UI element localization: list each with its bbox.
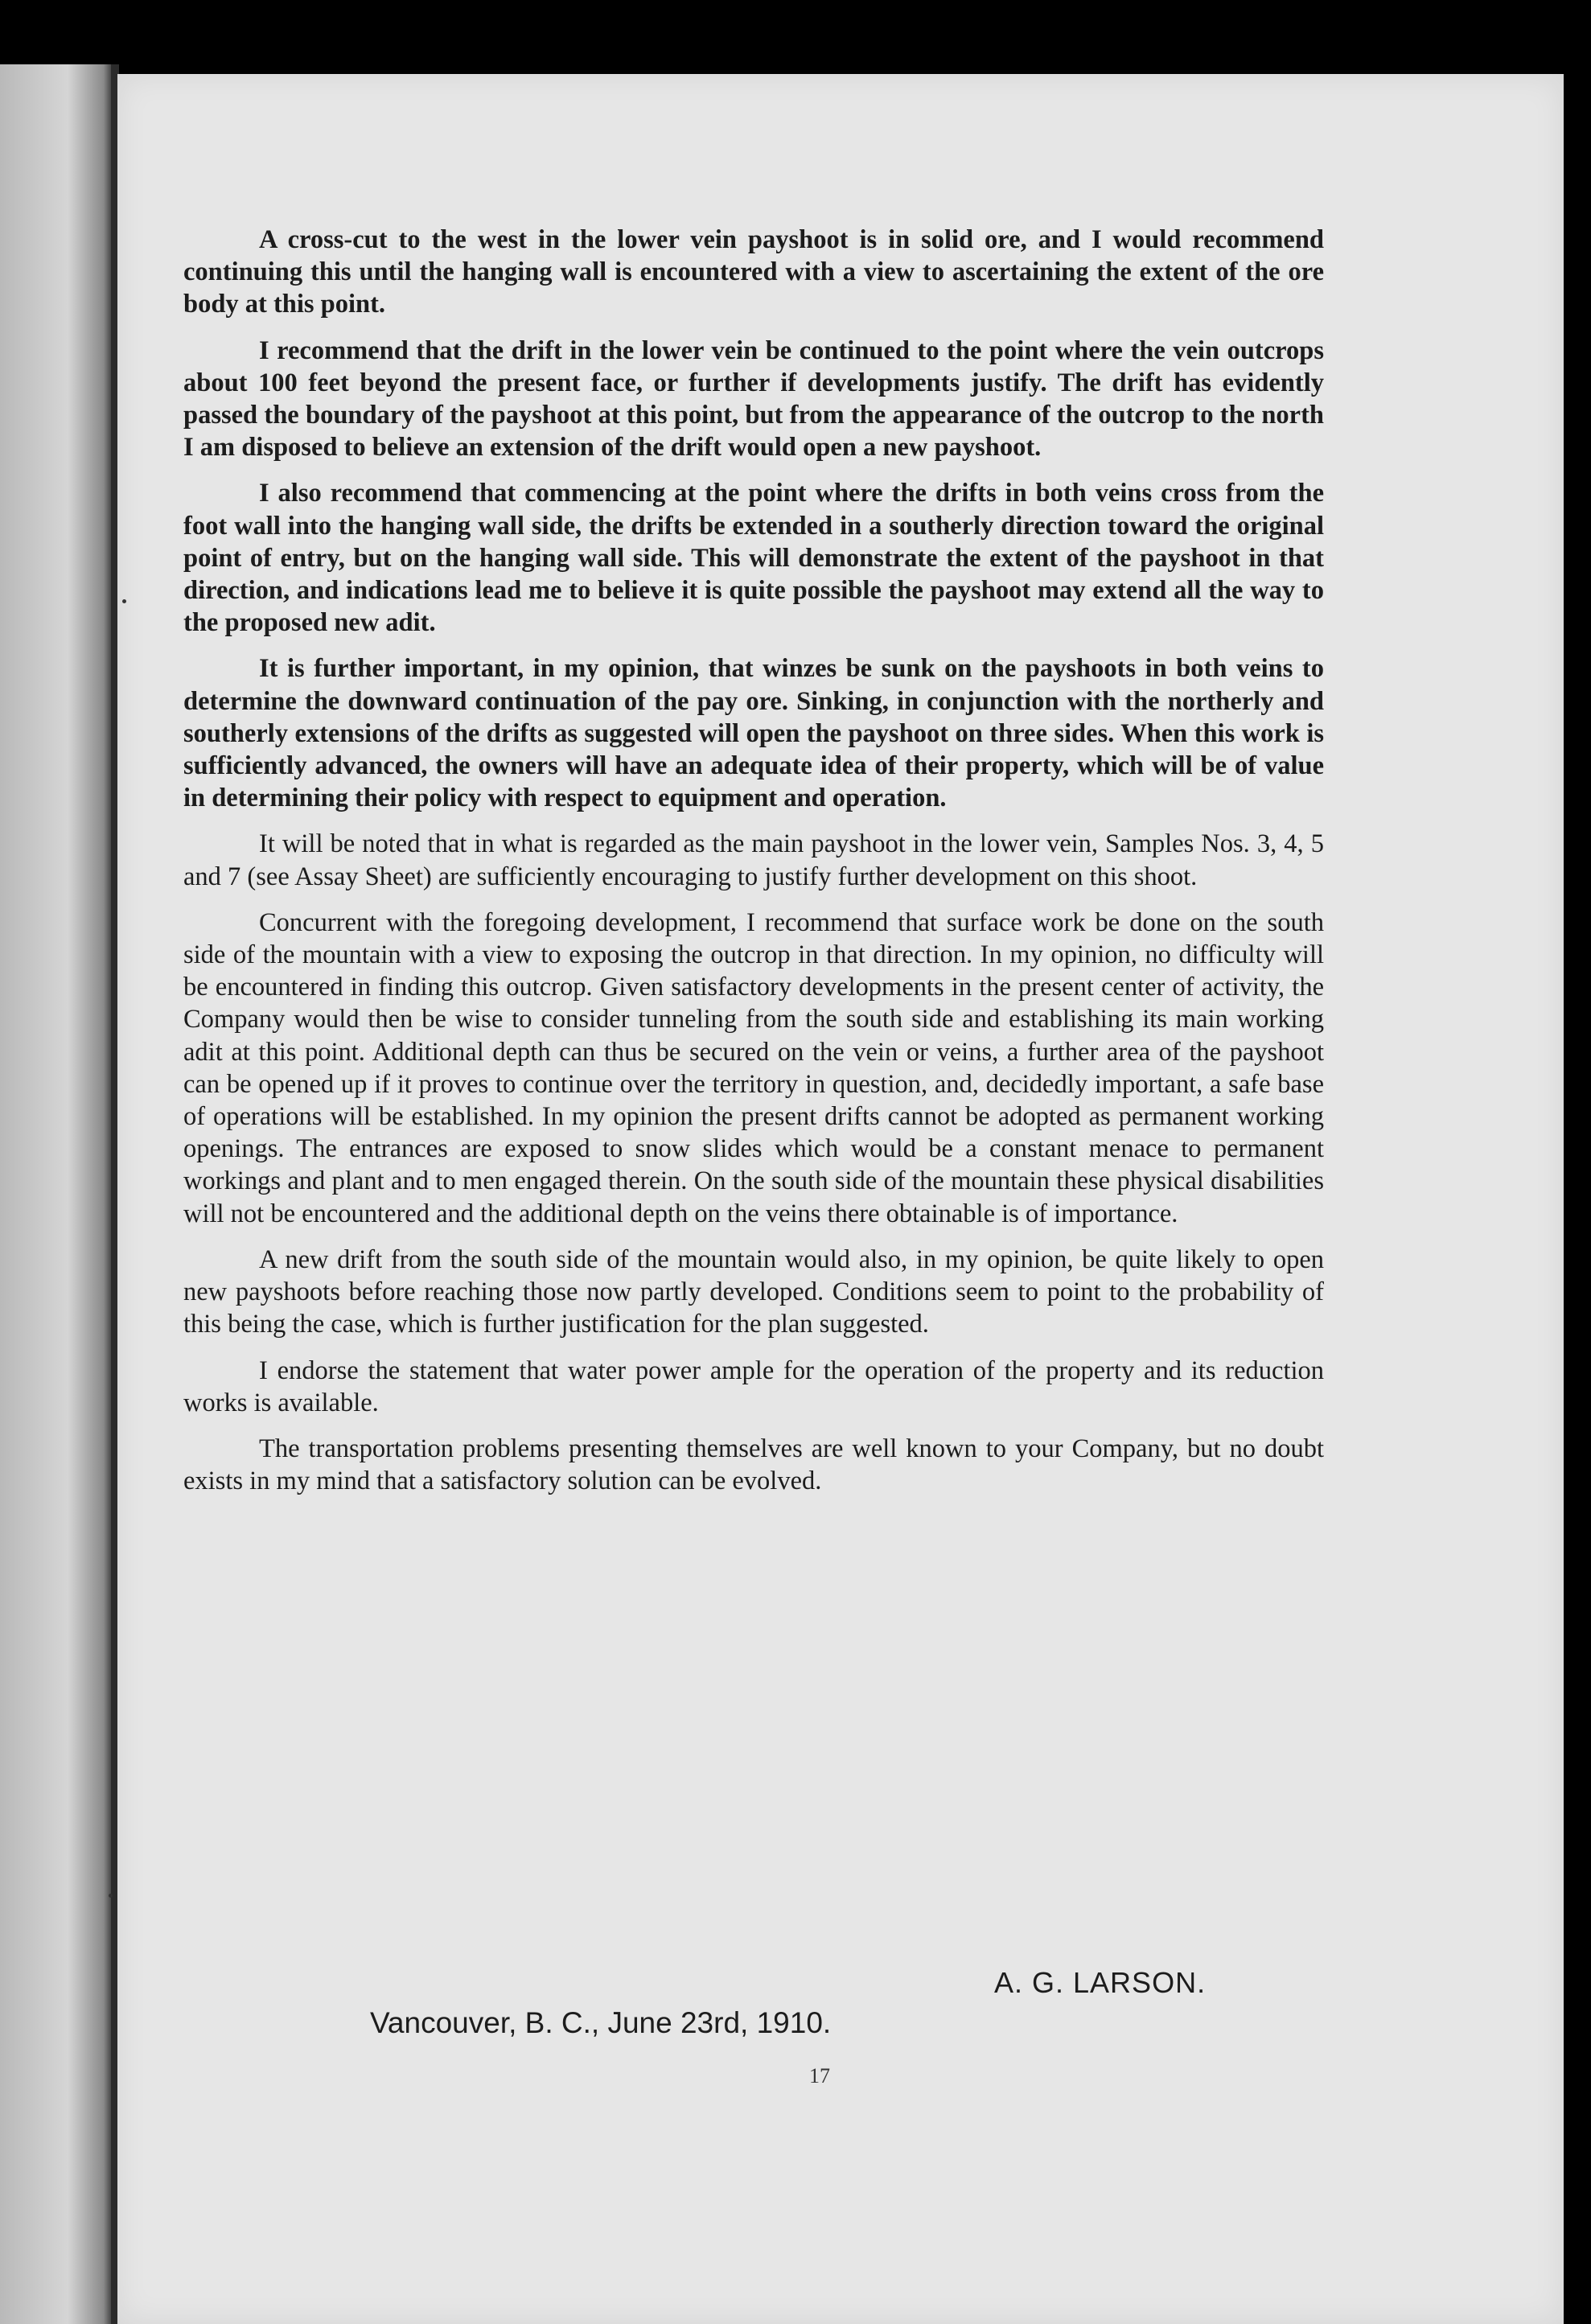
margin-speck — [122, 599, 126, 603]
page-number: 17 — [809, 2064, 830, 2087]
paragraph-drift-recommendation: I recommend that the drift in the lower vein be continued to the point where the vein outcrops about 100 feet beyond the present face, or further if developments justify. The drift has evidently passed the boundary of the payshoot at this point, but from the appearance of the outcrop to the north I am disposed to believe an extension of the drift would open a new payshoot. — [183, 335, 1324, 463]
dateline: Vancouver, B. C., June 23rd, 1910. — [370, 2006, 832, 2039]
report-body — [183, 224, 1324, 1511]
paragraph-southerly-extension: I also recommend that commencing at the point where the drifts in both veins cross from the foot wall into the hanging wall side, the drifts be extended in a southerly direction toward the original point of entry, but on the hanging wall side. This will demonstrate the extent of the payshoot in that direction, and indications lead me to believe it is quite possible the payshoot may extend all the way to the proposed new adit. — [183, 479, 1324, 638]
paragraph-cross-cut: A cross-cut to the west in the lower vein payshoot is in solid ore, and I would recommend continuing this until the hanging wall is encountered with a view to ascertaining the extent of the ore body at this point. — [183, 225, 1324, 319]
paragraph-surface-work: Concurrent with the foregoing development, I recommend that surface work be done on the south side of the mountain with a view to exposing the outcrop in that direction. In my opinion, no difficulty will be encountered in finding this outcrop. Given satisfactory developments in the present center of activity, the Company would then be wise to consider tunneling from the south side and establishing its main working adit at this point. Additional depth can thus be secured on the vein or veins, a further area of the payshoot can be opened up if it proves to continue over the territory in question, and, decidedly important, a safe base of operations will be established. In my opinion the present drifts cannot be adopted as permanent working openings. The entrances are exposed to snow slides which would be a constant menace to permanent workings and plant and to men engaged therein. On the south side of the mountain these physical disabilities will not be encountered and the additional depth on the veins there obtainable is of importance. — [183, 907, 1324, 1228]
paragraph-winzes: It is further important, in my opinion, that winzes be sunk on the payshoots in both veins to determine the downward continuation of the pay ore. Sinking, in conjunction with the northerly and southerly extensions of the drifts as suggested will open the payshoot on three sides. When this work is sufficiently advanced, the owners will have an adequate idea of their property, which will be of value in determining their policy with respect to equipment and operation. — [183, 654, 1324, 813]
margin-speck — [109, 1894, 113, 1898]
paragraph-water-power: I endorse the statement that water power ample for the operation of the property and its reduction works is available. — [183, 1355, 1324, 1417]
paragraph-new-drift: A new drift from the south side of the mountain would also, in my opinion, be quite likely to open new payshoots before reaching those now partly developed. Conditions seem to point to the probability of this being the case, which is further justification for the plan suggested. — [183, 1244, 1324, 1339]
facing-page-edge — [0, 64, 113, 2324]
paragraph-samples: It will be noted that in what is regarded as the main payshoot in the lower vein, Samples Nos. 3, 4, 5 and 7 (see Assay Sheet) are sufficiently encouraging to justify further development on this shoot. — [183, 829, 1324, 891]
paragraph-transportation: The transportation problems presenting themselves are well known to your Company, but no doubt exists in my mind that a satisfactory solution can be evolved. — [183, 1433, 1324, 1496]
signature: A. G. LARSON. — [994, 1966, 1207, 1999]
